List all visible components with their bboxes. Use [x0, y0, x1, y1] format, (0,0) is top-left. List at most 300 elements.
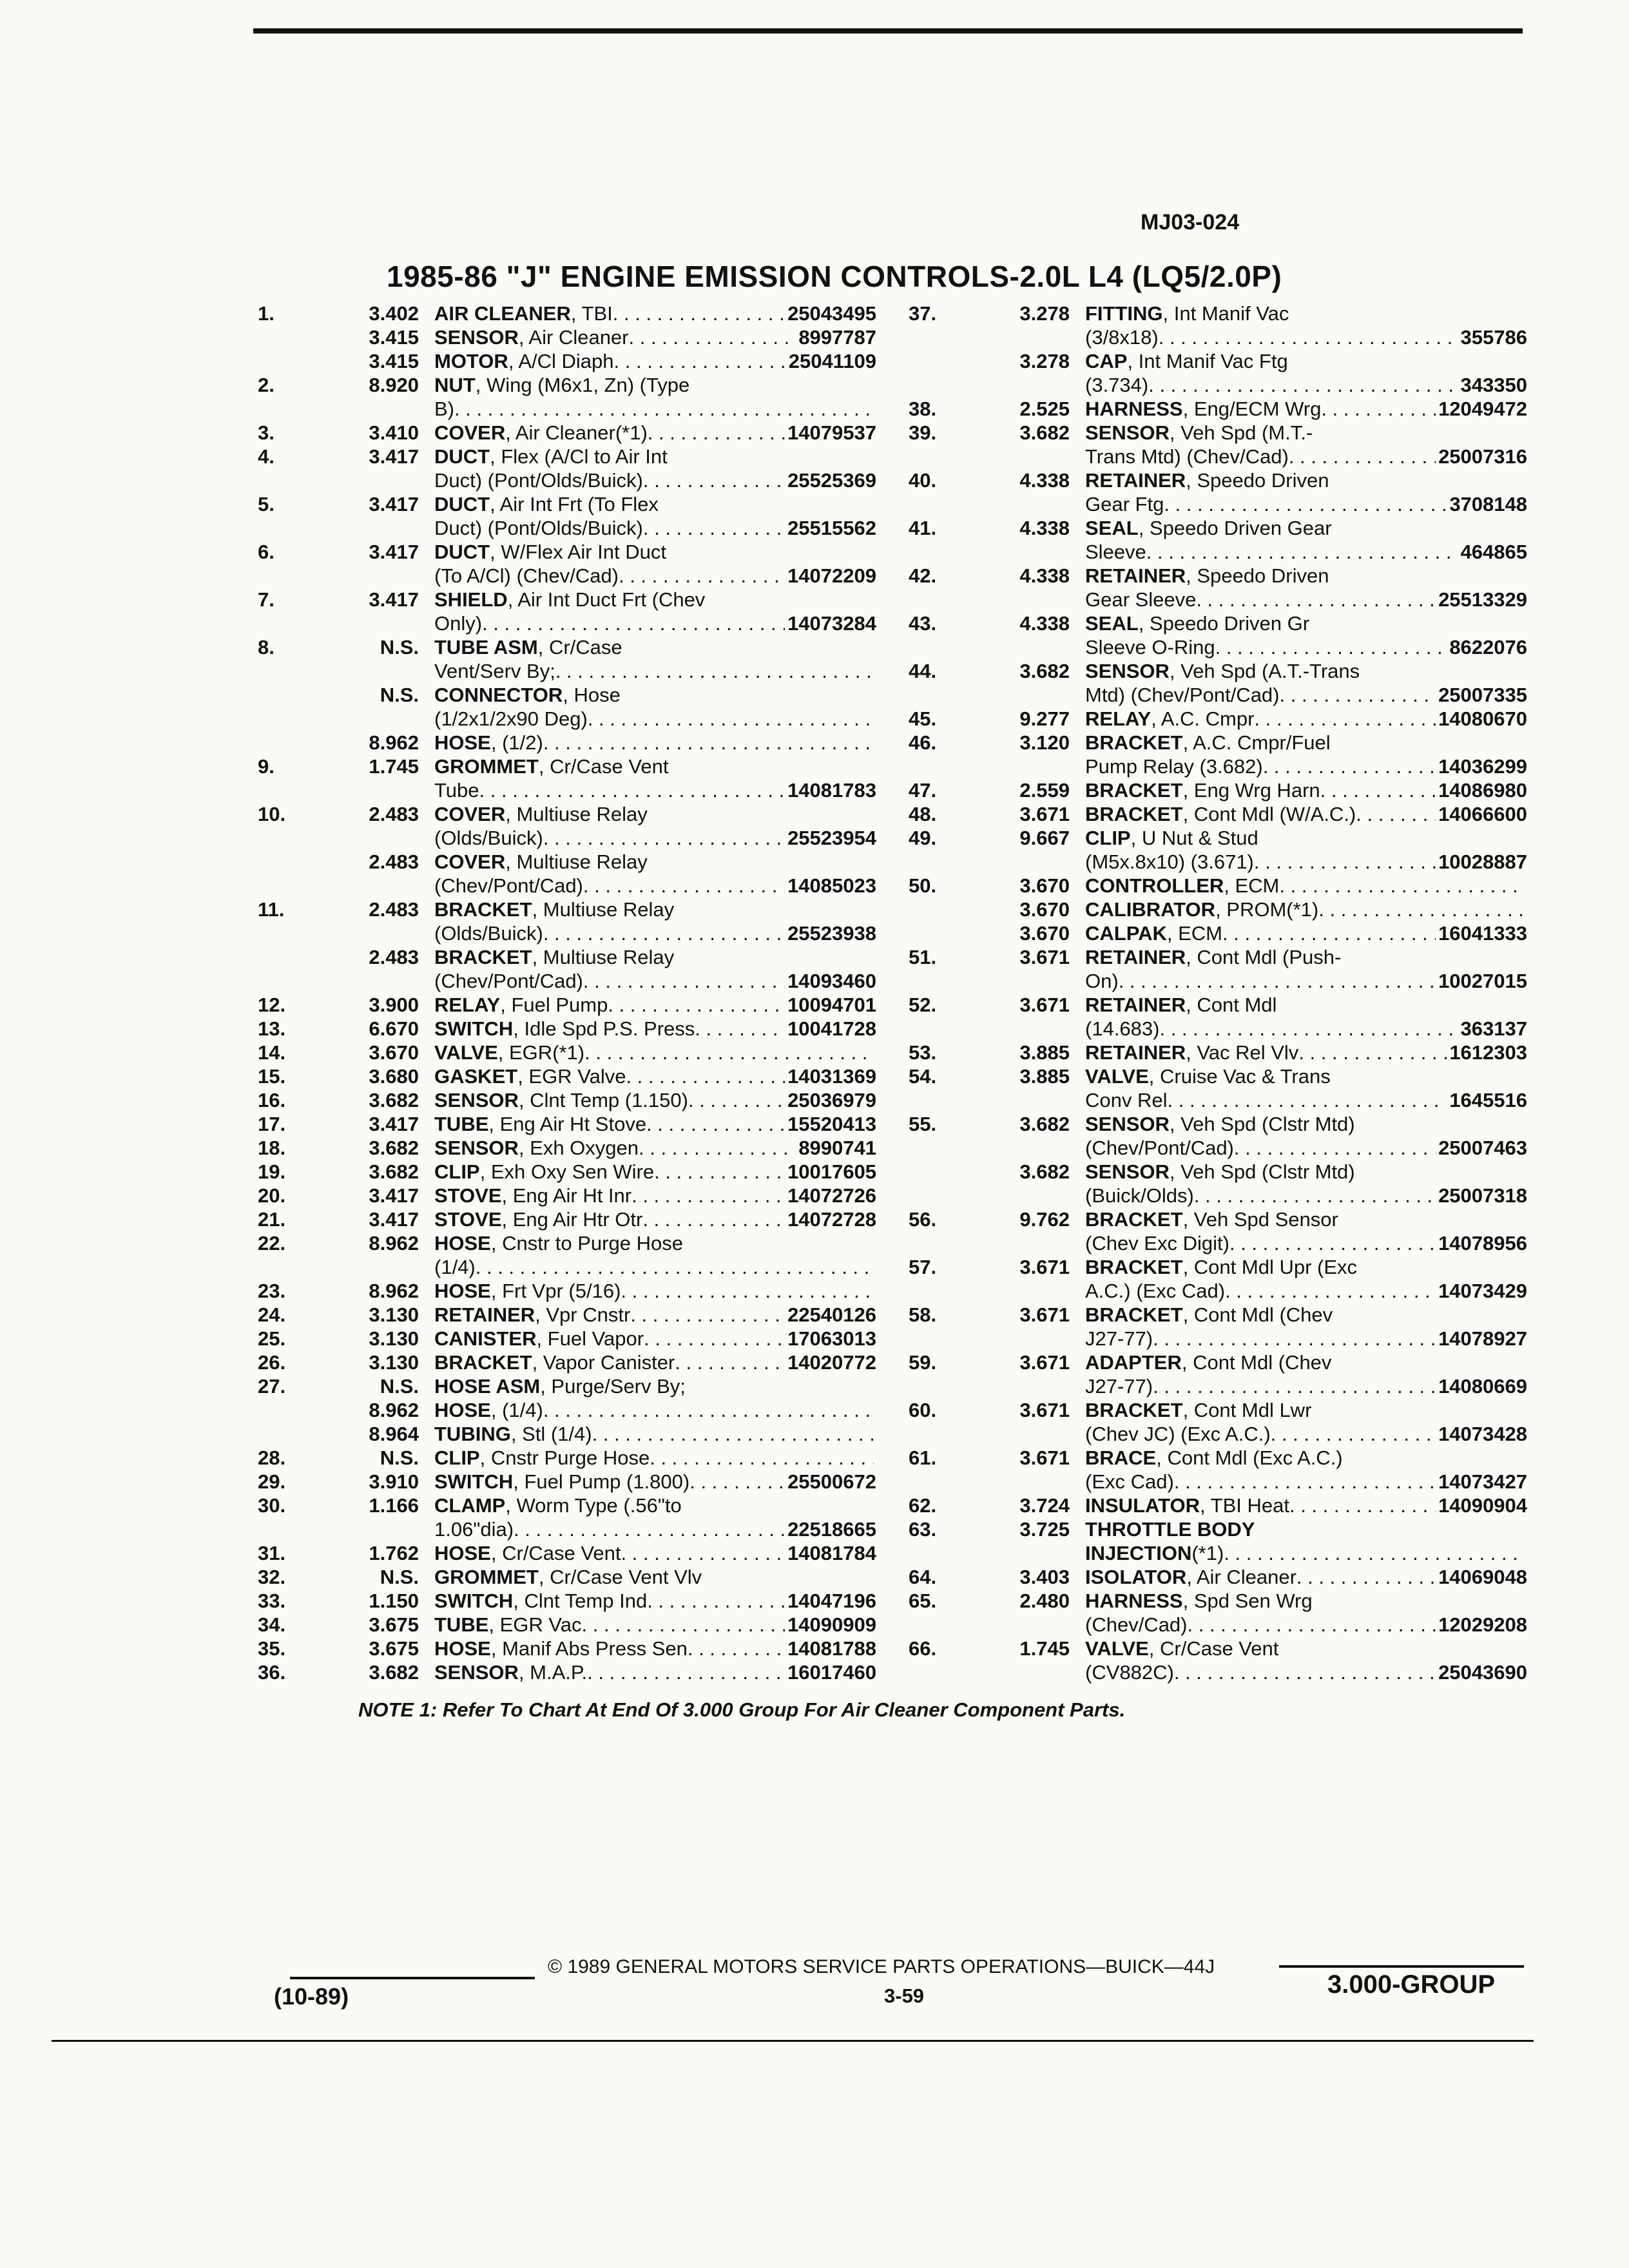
part-name: HOSE: [434, 731, 491, 754]
part-name: RELAY: [1085, 707, 1152, 730]
group-number: 4.338: [1019, 469, 1070, 492]
leader-dots: [1320, 778, 1436, 802]
part-number: 14081784: [787, 1542, 876, 1564]
part-number: [874, 1255, 876, 1279]
part-description: [434, 1589, 876, 1613]
part-detail: (Chev Exc Digit): [1085, 1232, 1229, 1254]
part-detail: , Stl (1/4): [510, 1423, 592, 1445]
part-detail: , Air Cleaner: [1186, 1566, 1296, 1588]
part-number: [874, 1041, 876, 1064]
part-description: [1085, 1446, 1527, 1494]
part-description: [1085, 802, 1527, 826]
item-number: 15.: [258, 1065, 286, 1088]
group-number: 2.483: [369, 946, 419, 968]
part-description: [1085, 1565, 1527, 1589]
part-name: HOSE: [434, 1542, 491, 1564]
part-number: [874, 731, 876, 754]
part-detail: , Int Manif Vac: [1162, 302, 1289, 325]
parts-entry: [909, 993, 1527, 1041]
part-detail: , Cr/Case: [537, 636, 622, 658]
group-number: 3.120: [1019, 731, 1070, 754]
description-line: [434, 1541, 876, 1565]
parts-entry: [258, 945, 876, 993]
item-number: 51.: [909, 946, 937, 968]
part-detail: (Chev/Cad): [1085, 1613, 1188, 1636]
part-number: 25041109: [788, 350, 876, 372]
parts-entry: [258, 445, 876, 492]
item-number: 36.: [258, 1661, 286, 1684]
leader-dots: [648, 421, 785, 445]
description-line: [1085, 325, 1527, 349]
leader-dots: [1196, 588, 1436, 611]
part-number: 22518665: [787, 1518, 876, 1541]
parts-entry: [258, 802, 876, 850]
part-name: GROMMET: [434, 755, 539, 778]
description-line: [1085, 874, 1527, 898]
parts-entry: [258, 1279, 876, 1303]
part-name: COVER: [434, 421, 506, 444]
leader-dots: [688, 1088, 785, 1112]
group-number: 3.417: [369, 588, 419, 611]
description-line: [1085, 349, 1527, 373]
part-description: [1085, 1041, 1527, 1064]
part-detail: (1/2x1/2x90 Deg): [434, 707, 588, 730]
group-number: 3.885: [1019, 1065, 1070, 1088]
description-line: [434, 1064, 876, 1088]
part-description: [1085, 993, 1527, 1041]
part-detail: J27-77): [1085, 1327, 1153, 1350]
group-number: 3.671: [1019, 1303, 1070, 1326]
description-line: [434, 921, 876, 945]
part-description: [434, 540, 876, 588]
part-name: SENSOR: [434, 1089, 519, 1111]
part-description: [434, 445, 876, 492]
description-line: [434, 1112, 876, 1136]
item-number: 32.: [258, 1566, 286, 1588]
parts-entry: [909, 1517, 1527, 1565]
part-description: [434, 588, 876, 635]
part-detail: (Chev JC) (Exc A.C.): [1085, 1423, 1271, 1445]
part-detail: , Eng Air Ht Stove: [488, 1113, 647, 1135]
part-detail: Sleeve O-Ring: [1085, 636, 1215, 658]
part-number: [874, 1446, 876, 1470]
group-number: 3.670: [1019, 874, 1070, 897]
parts-entry: [909, 1637, 1527, 1684]
part-name: HOSE ASM: [434, 1375, 541, 1398]
description-line: [1085, 707, 1527, 731]
description-line: [1085, 1350, 1527, 1374]
footer-rule-right: [1279, 1965, 1524, 1968]
description-line: [434, 445, 876, 468]
part-number: 14073427: [1438, 1470, 1527, 1493]
description-line: [434, 468, 876, 492]
description-line: [434, 778, 876, 802]
description-line: [1085, 683, 1527, 707]
part-description: [434, 1231, 876, 1279]
part-description: [434, 1088, 876, 1112]
parts-entry: [258, 349, 876, 373]
part-detail: , Worm Type (.56"to: [505, 1494, 682, 1517]
part-detail: (Chev/Pont/Cad): [434, 970, 583, 992]
part-description: [434, 1422, 876, 1446]
item-number: 59.: [909, 1351, 937, 1374]
parts-entry: [258, 588, 876, 635]
leader-dots: [583, 969, 785, 993]
parts-entry: [909, 1303, 1527, 1350]
parts-entry: [909, 874, 1527, 898]
part-number: 16017460: [787, 1661, 876, 1684]
description-line: [434, 1565, 876, 1589]
description-line: [434, 1160, 876, 1184]
item-number: 64.: [909, 1566, 937, 1588]
part-detail: , Multiuse Relay: [532, 946, 675, 968]
part-name: VALVE: [1085, 1065, 1149, 1088]
part-detail: , Cont Mdl Lwr: [1182, 1399, 1312, 1421]
description-line: [1085, 1470, 1527, 1494]
part-detail: , Eng Air Htr Otr: [501, 1208, 643, 1231]
part-name: HOSE: [434, 1399, 491, 1421]
leader-dots: [689, 1470, 785, 1494]
group-number: 3.670: [369, 1041, 419, 1064]
leader-dots: [1280, 683, 1436, 707]
parts-entry: [909, 1064, 1527, 1112]
part-name: TUBE: [434, 1613, 489, 1636]
part-description: [1085, 611, 1527, 659]
parts-entry: [258, 1565, 876, 1589]
part-detail: (Buick/Olds): [1085, 1184, 1194, 1207]
part-detail: Gear Ftg: [1085, 493, 1164, 515]
part-description: [434, 754, 876, 802]
description-line: [1085, 540, 1527, 564]
leader-dots: [1159, 1017, 1458, 1041]
parts-entry: [909, 564, 1527, 611]
item-number: 52.: [909, 994, 937, 1016]
item-number: 24.: [258, 1303, 286, 1326]
leader-dots: [1289, 1494, 1436, 1517]
item-number: 7.: [258, 588, 275, 611]
description-line: [1085, 1494, 1527, 1517]
part-number: 25007316: [1438, 445, 1527, 468]
group-number: 9.667: [1019, 827, 1070, 849]
part-number: 25525369: [787, 469, 876, 492]
leader-dots: [1188, 1613, 1436, 1637]
parts-entry: [258, 1374, 876, 1398]
description-line: [434, 1398, 876, 1422]
description-line: [1085, 1136, 1527, 1160]
part-number: 25513329: [1438, 588, 1527, 611]
part-name: ADAPTER: [1085, 1351, 1182, 1374]
item-number: 40.: [909, 469, 937, 492]
description-line: [1085, 492, 1527, 516]
part-detail: 1.06"dia): [434, 1518, 514, 1541]
leader-dots: [675, 1350, 785, 1374]
part-description: [434, 1279, 876, 1303]
item-number: 28.: [258, 1446, 286, 1469]
part-number: 14072726: [787, 1184, 876, 1207]
leader-dots: [1153, 1374, 1436, 1398]
part-detail: , (1/2): [490, 731, 543, 754]
part-description: [434, 1017, 876, 1041]
item-number: 63.: [909, 1518, 937, 1541]
part-detail: , Fuel Pump: [500, 994, 608, 1016]
group-number: 8.964: [369, 1423, 419, 1445]
group-number: 3.682: [1019, 421, 1070, 444]
parts-entry: [258, 1589, 876, 1613]
group-number: 3.417: [369, 541, 419, 563]
group-number: 3.725: [1019, 1518, 1070, 1541]
item-number: 17.: [258, 1113, 286, 1135]
part-number: 10017605: [787, 1160, 876, 1183]
part-description: [434, 1184, 876, 1207]
part-number: 8990741: [798, 1137, 876, 1159]
parts-entry: [258, 1112, 876, 1136]
part-number: 14066600: [1438, 803, 1527, 825]
part-number: 25523938: [787, 922, 876, 945]
leader-dots: [1229, 1231, 1436, 1255]
group-number: 3.910: [369, 1470, 419, 1493]
description-line: [1085, 1255, 1527, 1279]
footer-group-label: 3.000-GROUP: [1327, 1970, 1496, 1999]
part-description: [434, 802, 876, 850]
part-number: 25007318: [1438, 1184, 1527, 1207]
part-number: 22540126: [787, 1303, 876, 1326]
description-line: [434, 850, 876, 874]
part-number: [874, 1422, 876, 1446]
item-number: 48.: [909, 803, 937, 825]
part-detail: Tube: [434, 779, 479, 802]
part-description: [1085, 1112, 1527, 1160]
part-detail: , A.C. Cmpr: [1151, 707, 1255, 730]
leader-dots: [1254, 707, 1436, 731]
part-number: 15520413: [787, 1113, 876, 1135]
part-description: [434, 635, 876, 683]
part-name: TUBE: [434, 1113, 489, 1135]
description-line: [434, 421, 876, 445]
part-detail: , Multiuse Relay: [505, 803, 648, 825]
item-number: 65.: [909, 1590, 937, 1612]
part-detail: (Chev/Pont/Cad): [1085, 1137, 1234, 1159]
description-line: [434, 1136, 876, 1160]
description-line: [1085, 1231, 1527, 1255]
group-number: 1.166: [369, 1494, 419, 1517]
part-description: [1085, 397, 1527, 421]
part-description: [1085, 921, 1527, 945]
description-line: [434, 683, 876, 707]
parts-entry: [258, 1446, 876, 1470]
item-number: 2.: [258, 374, 275, 396]
leader-dots: [543, 921, 785, 945]
part-description: [434, 1660, 876, 1684]
item-number: 14.: [258, 1041, 286, 1064]
part-number: 16041333: [1438, 922, 1527, 945]
description-line: [1085, 1565, 1527, 1589]
part-name: AIR CLEANER: [434, 302, 571, 325]
group-number: 3.724: [1019, 1494, 1070, 1517]
part-description: [434, 325, 876, 349]
description-line: [434, 1660, 876, 1684]
part-detail: , Hose: [563, 684, 621, 706]
group-number: 9.762: [1019, 1208, 1070, 1231]
description-line: [1085, 611, 1527, 635]
part-name: THROTTLE BODY: [1085, 1518, 1255, 1541]
part-detail: , ECM: [1224, 874, 1280, 897]
part-number: 14078956: [1438, 1232, 1527, 1254]
item-number: 9.: [258, 755, 275, 778]
leader-dots: [1215, 635, 1447, 659]
part-detail: , W/Flex Air Int Duct: [490, 541, 666, 563]
part-name: CAP: [1085, 350, 1128, 372]
description-line: [434, 635, 876, 659]
part-name: BRACE: [1085, 1446, 1157, 1469]
group-number: 1.745: [369, 755, 419, 778]
part-detail: , TBI: [570, 302, 613, 325]
part-detail: , Cnstr Purge Hose: [479, 1446, 650, 1469]
description-line: [1085, 1374, 1527, 1398]
part-detail: , Cont Mdl (W/A.C.): [1182, 803, 1356, 825]
item-number: 57.: [909, 1256, 937, 1278]
part-detail: , Cont Mdl Upr (Exc: [1182, 1256, 1358, 1278]
item-number: 43.: [909, 612, 937, 635]
part-number: 14072728: [787, 1208, 876, 1231]
item-number: 45.: [909, 707, 937, 730]
parts-entry: [258, 850, 876, 898]
part-number: 14090904: [1438, 1494, 1527, 1517]
parts-entry: [258, 1660, 876, 1684]
part-name: INSULATOR: [1085, 1494, 1200, 1517]
parts-entry: [258, 1327, 876, 1350]
group-number: 8.920: [369, 374, 419, 396]
part-detail: , TBI Heat: [1199, 1494, 1289, 1517]
part-number: 12029208: [1438, 1613, 1527, 1636]
description-line: [434, 1207, 876, 1231]
top-rule: [253, 28, 1523, 34]
parts-entry: [909, 707, 1527, 731]
part-detail: , Cont Mdl (Push-: [1186, 946, 1342, 968]
part-description: [1085, 468, 1527, 516]
part-name: SHIELD: [434, 588, 508, 611]
group-number: 3.675: [369, 1637, 419, 1660]
parts-entry: [909, 1398, 1527, 1446]
part-number: 14093460: [787, 970, 876, 992]
description-line: [434, 325, 876, 349]
part-detail: , Int Manif Vac Ftg: [1127, 350, 1288, 372]
part-detail: , Multiuse Relay: [532, 898, 675, 921]
item-number: 49.: [909, 827, 937, 849]
part-detail: (Chev/Pont/Cad): [434, 874, 583, 897]
part-description: [434, 683, 876, 731]
part-description: [434, 850, 876, 898]
part-description: [1085, 898, 1527, 921]
part-detail: Vent/Serv By;: [434, 660, 555, 682]
part-detail: Duct) (Pont/Olds/Buick): [434, 469, 643, 492]
item-number: 11.: [258, 898, 285, 921]
group-number: 3.671: [1019, 1446, 1070, 1469]
footer-page-number: 3-59: [884, 1984, 925, 2007]
leader-dots: [688, 1637, 785, 1660]
item-number: 31.: [258, 1542, 286, 1564]
item-number: 55.: [909, 1113, 937, 1135]
part-name: RETAINER: [1085, 564, 1186, 587]
part-number: 14031369: [787, 1065, 876, 1088]
part-detail: Conv Rel: [1085, 1089, 1168, 1111]
part-number: [874, 659, 876, 683]
description-line: [1085, 1112, 1527, 1136]
part-description: [434, 1160, 876, 1184]
part-detail: , Frt Vpr (5/16): [490, 1280, 621, 1302]
group-number: 9.277: [1019, 707, 1070, 730]
part-detail: , Cr/Case Vent Vlv: [538, 1566, 702, 1588]
part-detail: , Speedo Driven: [1186, 564, 1329, 587]
description-line: [434, 1374, 876, 1398]
part-name: BRACKET: [1085, 1208, 1183, 1231]
part-name: SENSOR: [434, 326, 519, 349]
part-name: COVER: [434, 803, 506, 825]
leader-dots: [543, 1398, 874, 1422]
part-name: HOSE: [434, 1637, 491, 1660]
leader-dots: [1254, 850, 1436, 874]
part-detail: (3/8x18): [1085, 326, 1159, 349]
part-name: CLIP: [1085, 827, 1131, 849]
part-number: 355786: [1460, 326, 1527, 349]
part-description: [1085, 1207, 1527, 1255]
description-line: [1085, 826, 1527, 850]
part-number: 25500672: [787, 1470, 876, 1493]
parts-entry: [258, 1303, 876, 1327]
description-line: [434, 588, 876, 611]
description-line: [434, 1470, 876, 1494]
part-number: 14090909: [787, 1613, 876, 1636]
leader-dots: [1222, 921, 1436, 945]
part-name: DUCT: [434, 541, 490, 563]
group-number: 3.680: [369, 1065, 419, 1088]
part-number: 10027015: [1438, 970, 1527, 992]
parts-entry: [909, 302, 1527, 349]
description-line: [1085, 969, 1527, 993]
description-line: [1085, 1541, 1527, 1565]
item-number: 3.: [258, 421, 275, 444]
group-number: N.S.: [380, 1375, 419, 1398]
parts-entry: [909, 516, 1527, 564]
part-name: DUCT: [434, 493, 490, 515]
description-line: [1085, 1446, 1527, 1470]
item-number: 18.: [258, 1137, 286, 1159]
group-number: 3.278: [1019, 302, 1070, 325]
part-detail: , Manif Abs Press Sen: [490, 1637, 688, 1660]
item-number: 10.: [258, 803, 286, 825]
description-line: [434, 1446, 876, 1470]
part-name: ISOLATOR: [1085, 1566, 1187, 1588]
part-number: 25036979: [787, 1089, 876, 1111]
part-detail: A.C.) (Exc Cad): [1085, 1280, 1226, 1302]
description-line: [434, 1350, 876, 1374]
part-number: 14079537: [787, 421, 876, 444]
description-line: [434, 397, 876, 421]
part-detail: , Exh Oxygen: [518, 1137, 639, 1159]
parts-entry: [258, 1398, 876, 1422]
description-line: [434, 659, 876, 683]
description-line: [1085, 1088, 1527, 1112]
parts-entry: [909, 921, 1527, 945]
part-number: 10028887: [1438, 850, 1527, 873]
parts-entry: [909, 778, 1527, 802]
part-name: COVER: [434, 850, 506, 873]
part-name: SWITCH: [434, 1590, 514, 1612]
parts-entry: [258, 1637, 876, 1660]
part-name: RETAINER: [1085, 994, 1186, 1016]
part-detail: , (1/4): [490, 1399, 543, 1421]
part-detail: , Cr/Case Vent: [490, 1542, 621, 1564]
footer-date: (10-89): [274, 1983, 349, 2010]
